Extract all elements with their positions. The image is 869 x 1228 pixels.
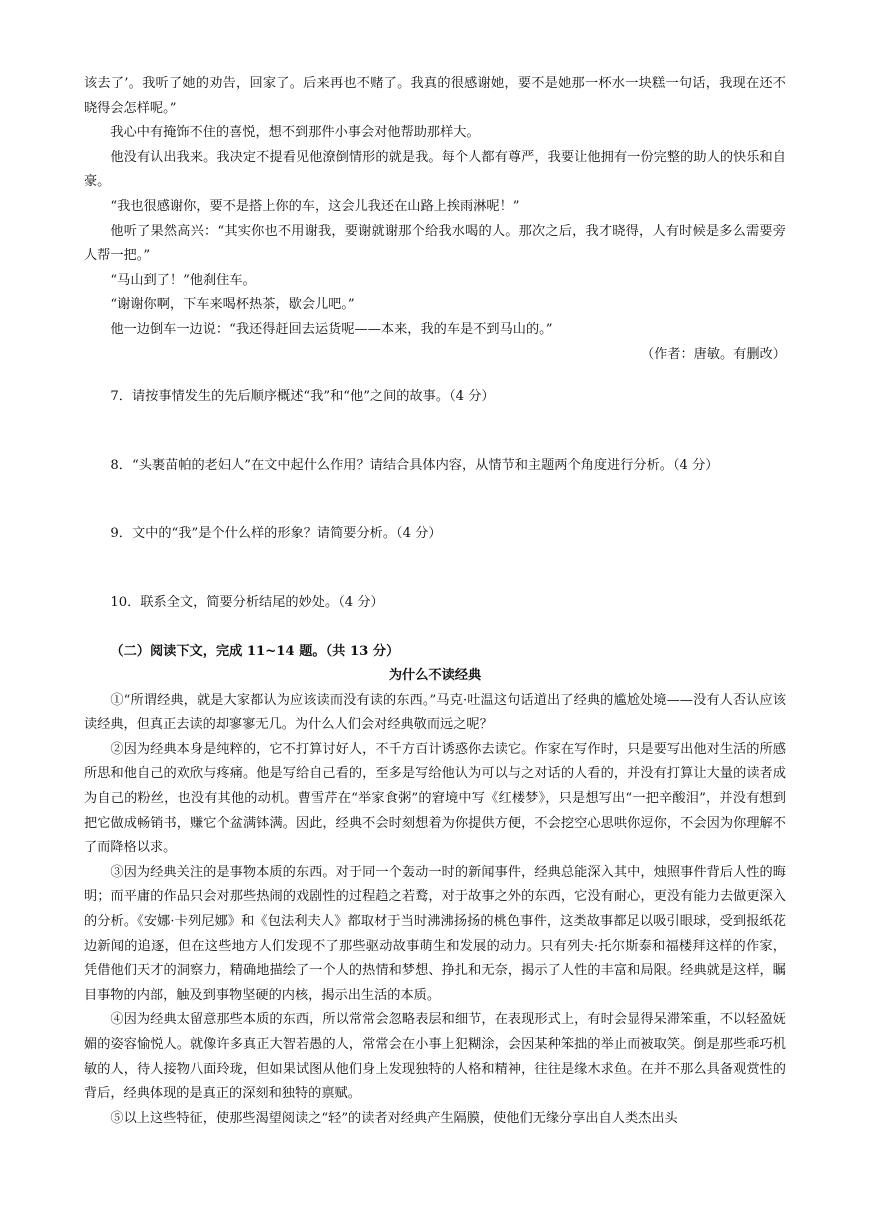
- story-paragraph-4: “我也很感谢你，要不是搭上你的车，这会儿我还在山路上挨雨淋呢！”: [110, 198, 520, 214]
- story-paragraph-2: 我心中有掩饰不住的喜悦，想不到那件小事会对他帮助那样大。: [110, 125, 480, 141]
- article-paragraph-4: ④因为经典太留意那些本质的东西，所以常常会忽略表层和细节，在表现形式上，有时会显得呆滞笨重，不以轻盈妩媚的姿容愉悦人。就像许多真正大智若愚的人，常常会在小事上犯糊涂，会因某种笨拙的举止而被取笑。倒是那些乖巧机敏的人，待人接物八面玲珑，但如果试图从他们身上发现独特的人格和精神，往往是缘木求鱼。在并不那么具备观赏性的背后，经典体现的是真正的深刻和独特的禀赋。: [84, 1012, 786, 1102]
- story-paragraph-6: “马山到了！”他刹住车。: [110, 272, 256, 288]
- answer-space: [84, 478, 786, 522]
- story-paragraph-1: 该去了’。我听了她的劝告，回家了。后来再也不赌了。我真的很感谢她，要不是她那一杯水一块糕一句话，我现在还不晓得会怎样呢。”: [84, 76, 786, 116]
- story-paragraph-5: 他听了果然高兴：“其实你也不用谢我，要谢就谢那个给我水喝的人。那次之后，我才晓得，人有时候是多么需要旁人帮一把。”: [84, 223, 786, 264]
- answer-space: [84, 410, 786, 454]
- article-paragraph-1: ①“所谓经典，就是大家都认为应该读而没有读的东西。”马克·吐温这句话道出了经典的尴尬处境——没有人否认应该读经典，但真正去读的却寥寥无几。为什么人们会对经典敬而远之呢？: [84, 692, 786, 733]
- answer-space: [84, 547, 786, 591]
- author-note: （作者：唐敏。有删改）: [640, 346, 786, 362]
- article-title: 为什么不读经典: [388, 668, 482, 684]
- question-10: 10．联系全文，简要分析结尾的妙处。（4 分）: [110, 594, 384, 610]
- article-paragraph-2: ②因为经典本身是纯粹的，它不打算讨好人，不千方百计诱惑你去读它。作家在写作时，只是要写出他对生活的所感所思和他自己的欢欣与疼痛。他是写给自己看的，至多是写给他认为可以与之对话的人看的，并没有打算让大量的读者成为自己的粉丝，也没有其他的动机。曹雪芹在“举家食粥”的窘境中写《红楼梦》，只是想写出“一把辛酸泪”，并没有想到把它做成畅销书，赚它个盆满钵满。因此，经典不会时刻想着为你提供方便，不会挖空心思哄你逗你，不会因为你理解不了而降格以求。: [84, 741, 786, 856]
- section-heading: （二）阅读下文，完成 11~14 题。（共 13 分）: [110, 643, 400, 659]
- story-paragraph-7: “谢谢你啊，下车来喝杯热茶，歇会儿吧。”: [110, 297, 355, 313]
- story-paragraph-8: 他一边倒车一边说：“我还得赶回去运货呢——本来，我的车是不到马山的。”: [110, 321, 553, 337]
- document-page: [84, 72, 786, 1131]
- question-8: 8．“头裹苗帕的老妇人”在文中起什么作用？请结合具体内容，从情节和主题两个角度进行分析。（4 分）: [110, 457, 719, 473]
- question-9: 9．文中的“我”是个什么样的形象？请简要分析。（4 分）: [110, 526, 442, 542]
- article-paragraph-5: ⑤以上这些特征，使那些渴望阅读之“轻”的读者对经典产生隔膜，使他们无缘分享出自人类杰出头: [110, 1110, 678, 1126]
- article-paragraph-3: ③因为经典关注的是事物本质的东西。对于同一个轰动一时的新闻事件，经典总能深入其中，烛照事件背后人性的晦明；而平庸的作品只会对那些热闹的戏剧性的过程趋之若鹜，对于故事之外的东西，它没有耐心，更没有能力去做更深入的分析。《安娜·卡列尼娜》和《包法利夫人》都取材于当时沸沸扬扬的桃色事件，这类故事都足以吸引眼球，受到报纸花边新闻的追逐，但在这些地方人们发现不了那些驱动故事萌生和发展的动力。只有列夫·托尔斯泰和福楼拜这样的作家，凭借他们天才的洞察力，精确地描绘了一个人的热情和梦想、挣扎和无奈，揭示了人性的丰富和局限。经典就是这样，瞩目事物的内部，触及到事物坚硬的内核，揭示出生活的本质。: [84, 864, 786, 1003]
- story-paragraph-3: 他没有认出我来。我决定不提看见他潦倒情形的就是我。每个人都有尊严，我要让他拥有一份完整的助人的快乐和自豪。: [84, 149, 786, 190]
- question-7: 7．请按事情发生的先后顺序概述“我”和“他”之间的故事。（4 分）: [110, 389, 495, 405]
